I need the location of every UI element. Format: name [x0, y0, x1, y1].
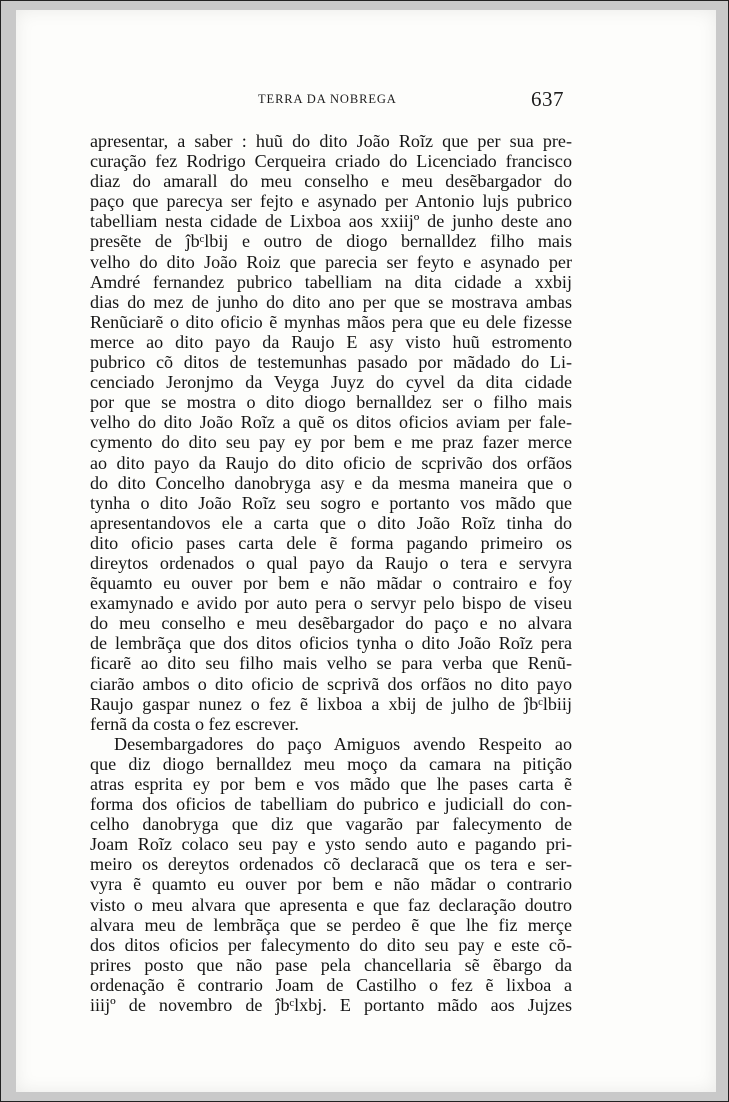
- text-line: ordenação ẽ contrario Joam de Castilho o fez ẽ lixboa a: [90, 974, 572, 995]
- text-line: merce ao dito payo da Raujo E asy visto huũ estromento: [90, 331, 572, 352]
- running-title: TERRA DA NOBREGA: [258, 92, 397, 106]
- text-line: visto o meu alvara que apresenta e que faz declaração doutro: [90, 894, 572, 915]
- text-line: presẽte de ĵbᶜlbij e outro de diogo bernalldez filho mais: [90, 231, 572, 252]
- running-head: [16, 87, 716, 112]
- text-line: tabelliam nesta cidade de Lixboa aos xxiijº de junho deste ano: [90, 211, 572, 232]
- page-number: 637: [531, 87, 564, 111]
- text-line: atras esprita ey por bem e vos mãdo que lhe pases carta ẽ: [90, 774, 572, 794]
- text-line: vyra ẽ quamto eu ouver por bem e não mãdar o contrario: [90, 874, 572, 895]
- text-line: Amdré fernandez pubrico tabelliam na dita cidade a xxbij: [90, 271, 572, 292]
- text-line: ficarẽ ao dito seu filho mais velho se para verba que Renũ-: [90, 653, 572, 674]
- text-line: direytos ordenados o qual payo da Raujo o tera e servyra: [90, 552, 572, 573]
- text-line: ciarão ambos o dito oficio de scprivã dos orfãos no dito payo: [90, 673, 572, 694]
- text-line: iiijº de novembro de ĵbᶜlxbj. E portanto mãdo aos Jujzes: [90, 995, 572, 1016]
- text-line: dos ditos oficios per falecymento do dito seu pay e este cõ-: [90, 934, 572, 955]
- text-line: ao dito payo da Raujo do dito oficio de scprivão dos orfãos: [90, 452, 572, 473]
- text-line: que diz diogo bernalldez meu moço da camara na pitição: [90, 753, 572, 774]
- text-line: dias do mez de junho do dito ano per que se mostrava ambas: [90, 291, 572, 312]
- text-line: do dito Concelho danobryga asy e da mesma maneira que o: [90, 472, 572, 493]
- text-line: cymento do dito seu pay ey por bem e me praz fazer merce: [90, 432, 572, 453]
- text-line: Desembargadores do paço Amiguos avendo Respeito ao: [114, 733, 572, 754]
- text-line: cenciado Jeronjmo da Veyga Juyz do cyvel da dita cidade: [90, 372, 572, 393]
- text-line: dito oficio pases carta dele ẽ forma pagando primeiro os: [90, 532, 572, 553]
- text-line: examynado e avido por auto pera o servyr pelo bispo de viseu: [90, 593, 572, 614]
- text-line: por que se mostra o dito diogo bernalldez ser o filho mais: [90, 392, 572, 413]
- text-line: fernã da costa o fez escrever.: [90, 713, 299, 734]
- text-line: meiro os dereytos ordenados cõ declaracã que os tera e ser-: [90, 854, 572, 875]
- text-line: velho do dito João Roĩz a quẽ os ditos oficios aviam per fale-: [90, 412, 572, 433]
- text-line: apresentandovos ele a carta que o dito João Roĩz tinha do: [90, 512, 572, 533]
- text-line: alvara meu de lembrãça que se perdeo ẽ que lhe fiz merçe: [90, 914, 572, 935]
- text-line: tynha o dito João Roĩz seu sogro e portanto vos mãdo que: [90, 492, 572, 513]
- text-line: Renũciarẽ o dito oficio ẽ mynhas mãos pera que eu dele fizesse: [90, 311, 572, 332]
- text-line: diaz do amarall do meu conselho e meu desẽbargador do: [90, 171, 572, 192]
- text-line: velho do dito João Roiz que parecia ser feyto e asynado per: [90, 251, 572, 272]
- book-page: [16, 10, 716, 1092]
- text-line: forma dos oficios de tabelliam do pubrico e judiciall do con-: [90, 794, 572, 815]
- text-line: apresentar, a saber : huũ do dito João Roĩz que per sua pre-: [90, 131, 572, 151]
- text-line: celho danobryga que diz que vagarão par falecymento de: [90, 814, 572, 835]
- text-line: paço que parecya ser fejto e asynado per Antonio lujs pubrico: [90, 191, 572, 212]
- text-line: do meu conselho e meu desẽbargador do paço e no alvara: [90, 613, 572, 634]
- text-line: pubrico cõ ditos de testemunhas pasado por mãdado do Li-: [90, 352, 572, 373]
- text-line: prires posto que não pase pela chancellaria sẽ ẽbargo da: [90, 954, 572, 975]
- text-line: Joam Roĩz colaco seu pay e ysto sendo auto e pagando pri-: [90, 834, 572, 855]
- text-line: de lembrãça que dos ditos oficios tynha o dito João Roĩz pera: [90, 633, 572, 654]
- text-line: Raujo gaspar nunez o fez ẽ lixboa a xbij de julho de ĵbᶜlbiij: [90, 693, 572, 714]
- text-line: ẽquamto eu ouver por bem e não mãdar o contrairo e foy: [90, 573, 572, 594]
- body-text: [90, 131, 572, 1015]
- text-line: curação fez Rodrigo Cerqueira criado do Licenciado francisco: [90, 151, 572, 172]
